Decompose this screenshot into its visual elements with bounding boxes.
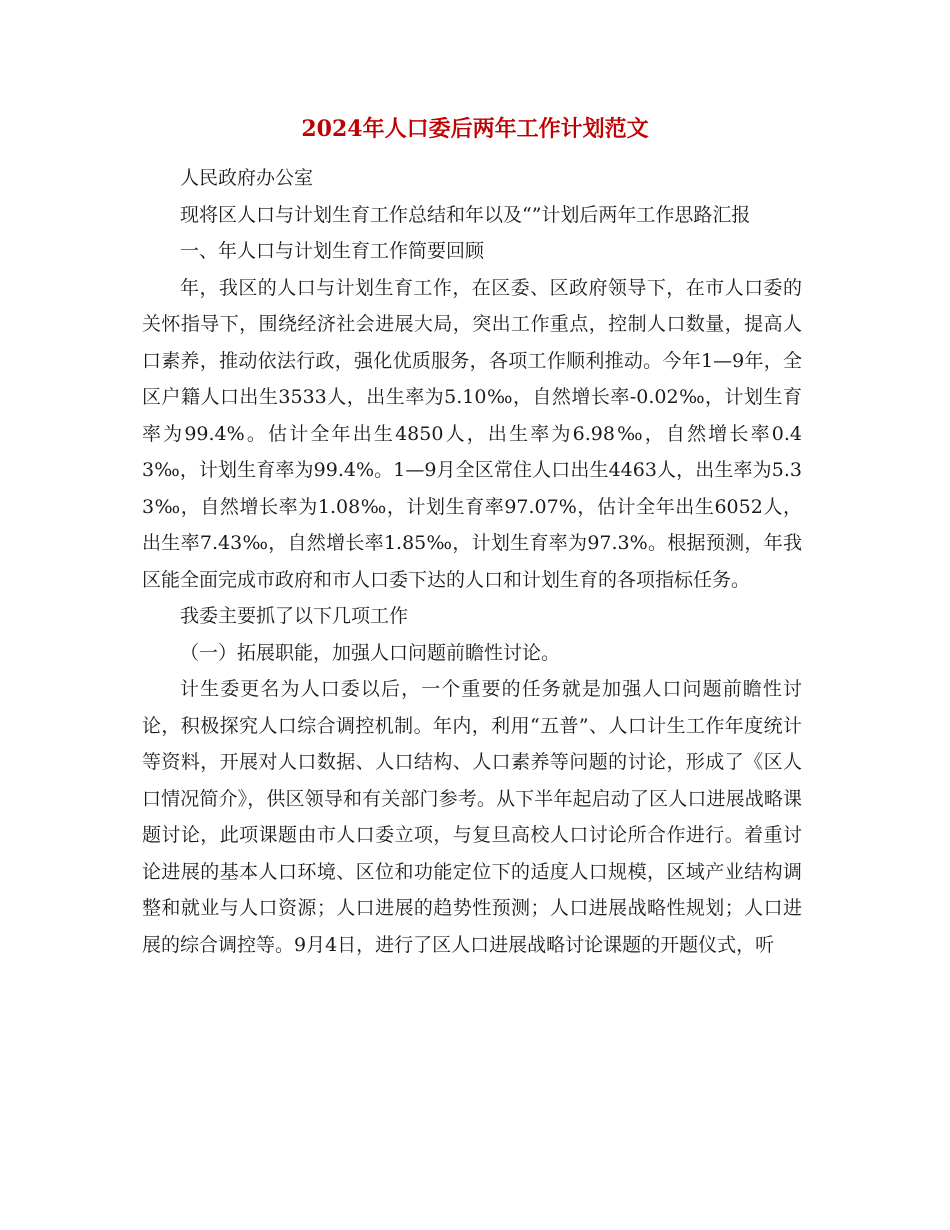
document-body	[142, 160, 802, 963]
section-heading-review: 一、年人口与计划生育工作简要回顾	[180, 240, 485, 262]
document-title: 2024年人口委后两年工作计划范文	[301, 116, 649, 142]
paragraph-intro: 现将区人口与计划生育工作总结和年以及“”计划后两年工作思路汇报	[180, 203, 751, 226]
paragraph-recipient: 人民政府办公室	[180, 167, 314, 189]
paragraph-main-work: 我委主要抓了以下几项工作	[180, 605, 409, 627]
paragraph-statistics: 年，我区的人口与计划生育工作，在区委、区政府领导下，在市人口委的关怀指导下，围绕经济社会进展大局，突出工作重点，控制人口数量，提高人口素养，推动依法行政，强化优质服务，各项工作顺利推动。今年1—9年，全区户籍人口出生3533人，出生率为5.10‰，自然增长率-0.02‰，计划生育率为99.4%。估计全年出生4850人，出生率为6.98‰，自然增长率0.43‰，计划生育率为99.4%。1—9月全区常住人口出生4463人，出生率为5.33‰，自然增长率为1.08‰，计划生育率97.07%，估计全年出生6052人，出生率7.43‰，自然增长率1.85‰，计划生育率为97.3%。根据预测，年我区能全面完成市政府和市人口委下达的人口和计划生育的各项指标任务。	[142, 276, 802, 591]
subsection-heading-1: （一）拓展职能，加强人口问题前瞻性讨论。	[180, 641, 561, 664]
paragraph-research: 计生委更名为人口委以后，一个重要的任务就是加强人口问题前瞻性讨论，积极探究人口综合调控机制。年内，利用“五普”、人口计生工作年度统计等资料，开展对人口数据、人口结构、人口素养等问题的讨论，形成了《区人口情况简介》，供区领导和有关部门参考。从下半年起启动了区人口进展战略课题讨论，此项课题由市人口委立项，与复旦高校人口讨论所合作进行。着重讨论进展的基本人口环境、区位和功能定位下的适度人口规模，区域产业结构调整和就业与人口资源；人口进展的趋势性预测；人口进展战略性规划；人口进展的综合调控等。9月4日，进行了区人口进展战略讨论课题的开题仪式，听	[142, 678, 802, 956]
